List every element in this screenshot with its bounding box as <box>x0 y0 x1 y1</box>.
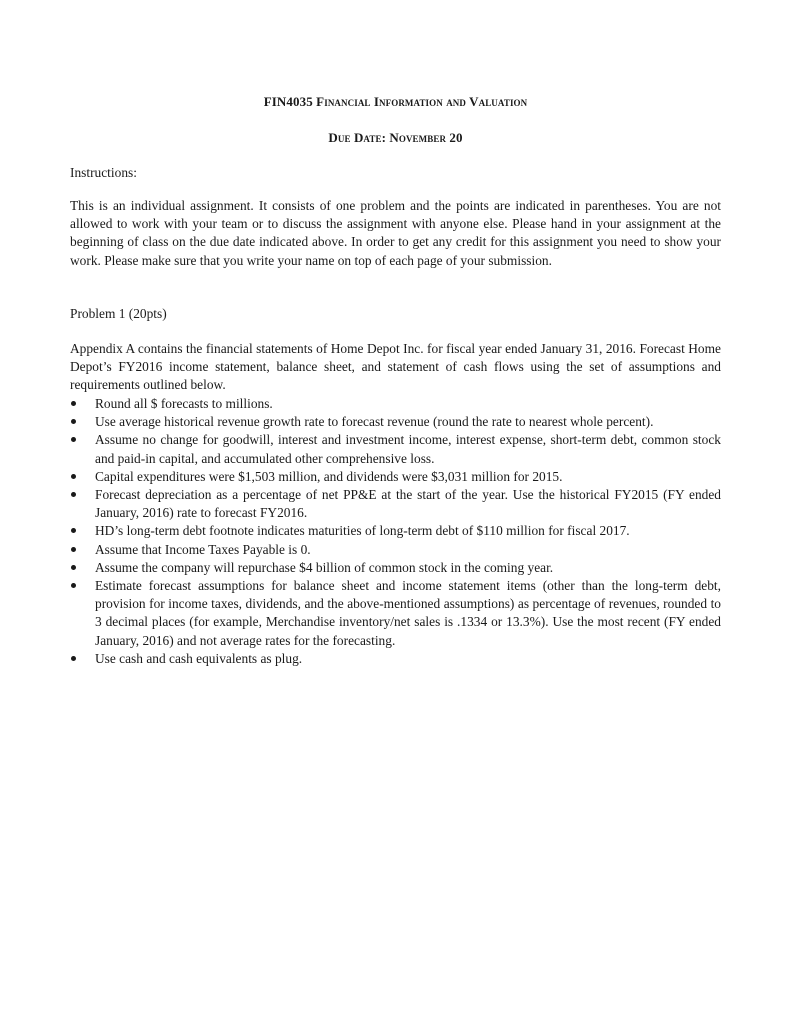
bullet-icon <box>71 437 76 442</box>
bullet-icon <box>71 419 76 424</box>
bullet-icon <box>71 547 76 552</box>
requirements-list <box>70 395 721 668</box>
list-item <box>70 413 721 431</box>
bullet-icon <box>71 528 76 533</box>
bullet-icon <box>71 656 76 661</box>
list-item-text: Estimate forecast assumptions for balance sheet and income statement items (other than the long-term debt, provision for income taxes, dividends, and the above-mentioned assumptions) as percentage of revenues, rounded to 3 decimal places (for example, Merchandise inventory/net sales is .1334 or 13.3%). Use the most recent (FY ended January, 2016) and not average rates for the forecasting. <box>95 578 721 648</box>
list-item <box>70 541 721 559</box>
list-item-text: Capital expenditures were $1,503 million, and dividends were $3,031 million for 2015. <box>95 468 563 484</box>
list-item <box>70 486 721 522</box>
list-item-text: Use average historical revenue growth rate to forecast revenue (round the rate to nearest whole percent). <box>95 414 654 430</box>
list-item-text: HD’s long-term debt footnote indicates maturities of long-term debt of $110 million for fiscal 2017. <box>95 523 630 539</box>
list-item-text: Assume the company will repurchase $4 billion of common stock in the coming year. <box>95 559 554 575</box>
list-item-text: Use cash and cash equivalents as plug. <box>95 650 303 666</box>
bullet-icon <box>71 565 76 570</box>
instructions-label: Instructions: <box>70 165 137 180</box>
appendix-paragraph: Appendix A contains the financial statements of Home Depot Inc. for fiscal year ended January 31, 2016. Forecast Home Depot’s FY2016 income statement, balance sheet, and statement of cash flows using the set of assumptions and requirements outlined below. <box>70 341 721 393</box>
list-item-text: Assume no change for goodwill, interest and investment income, interest expense, short-term debt, common stock and paid-in capital, and accumulated other comprehensive loss. <box>95 432 721 466</box>
problem-label: Problem 1 (20pts) <box>70 306 167 321</box>
bullet-icon <box>71 401 76 406</box>
list-item <box>70 559 721 577</box>
due-date: Due Date: November 20 <box>328 130 463 145</box>
list-item <box>70 650 721 668</box>
list-item <box>70 577 721 650</box>
document-title: FIN4035 Financial Information and Valuation <box>263 94 528 109</box>
bullet-icon <box>71 583 76 588</box>
list-item <box>70 395 721 413</box>
list-item <box>70 431 721 467</box>
list-item-text: Round all $ forecasts to millions. <box>95 396 273 411</box>
bullet-icon <box>71 492 76 497</box>
intro-paragraph: This is an individual assignment. It consists of one problem and the points are indicated in parentheses. You are not allowed to work with your team or to discuss the assignment with anyone else. Please hand in your assignment at the beginning of class on the due date indicated above. In order to get any credit for this assignment you need to show your work. Please make sure that you write your name on top of each page of your submission. <box>70 198 721 268</box>
list-item <box>70 522 721 540</box>
bullet-icon <box>71 474 76 479</box>
list-item-text: Assume that Income Taxes Payable is 0. <box>95 541 311 557</box>
list-item-text: Forecast depreciation as a percentage of net PP&E at the start of the year. Use the historical FY2015 (FY ended January, 2016) rate to forecast FY2016. <box>95 487 721 521</box>
list-item <box>70 468 721 486</box>
